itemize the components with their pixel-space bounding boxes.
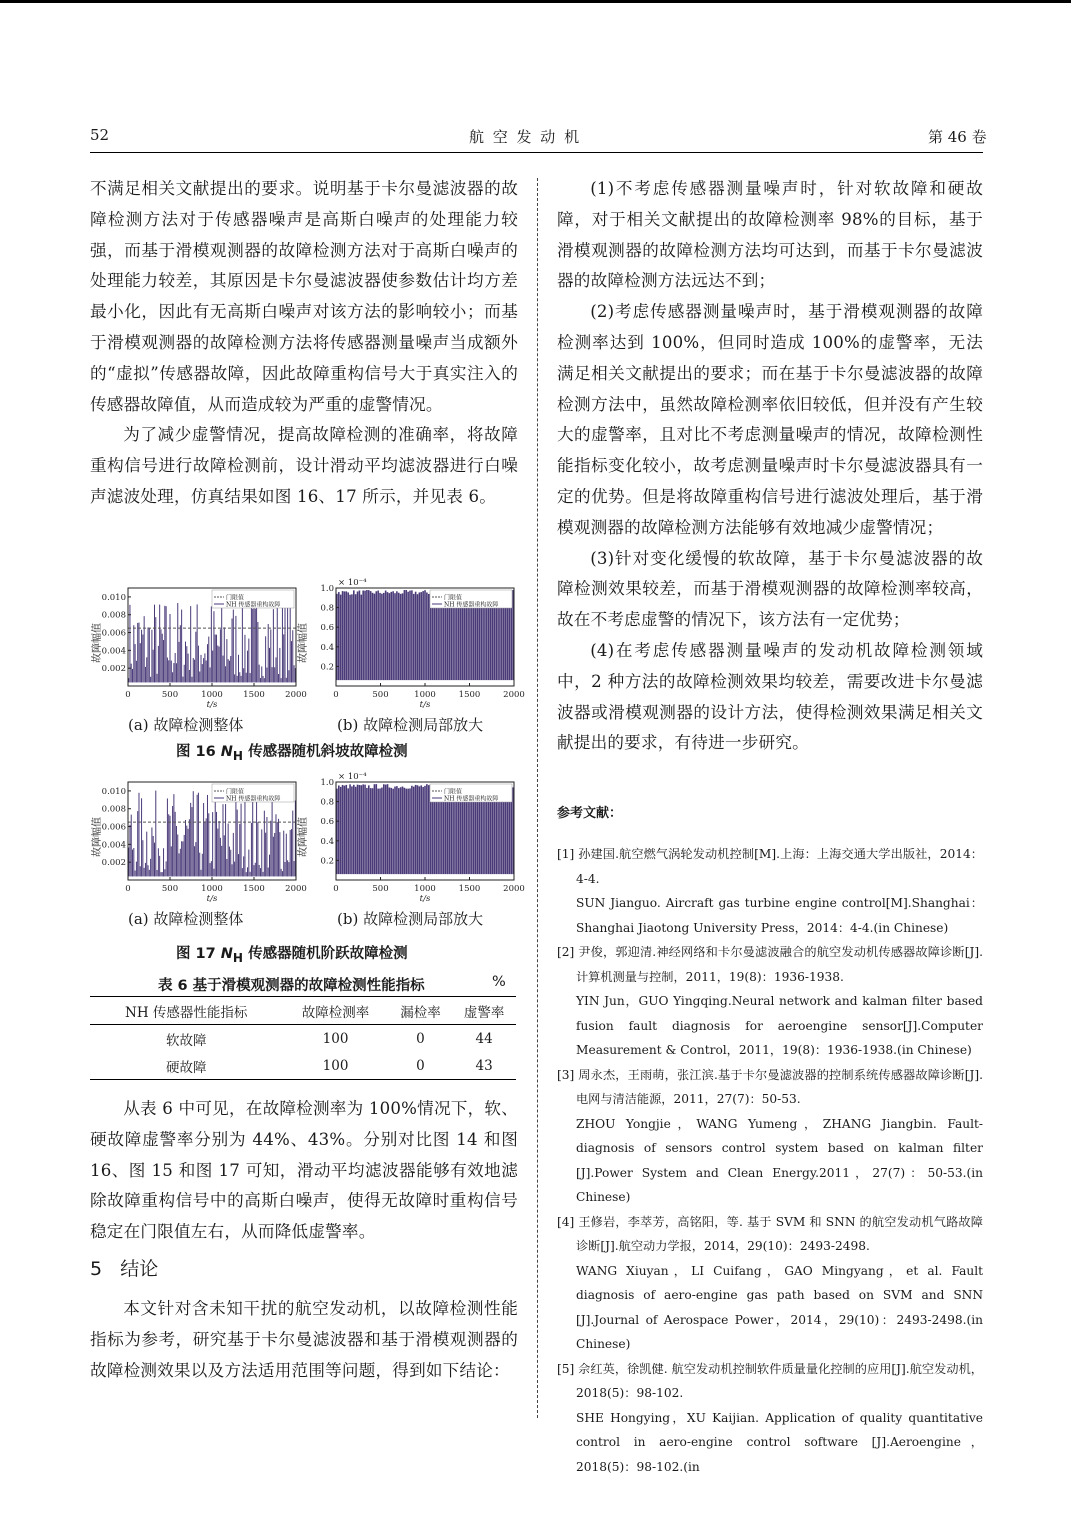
paragraph: 本文针对含未知干扰的航空发动机，以故障检测性能指标为参考，研究基于卡尔曼滤波器和基于滑模观测器的故障检测效果以及方法适用范围等问题，得到如下结论： bbox=[90, 1299, 518, 1380]
fig16b-subcaption: (b) 故障检测局部放大 bbox=[337, 716, 484, 734]
y-tick-label: 0.010 bbox=[101, 786, 126, 797]
fig16a-subcaption: (a) 故障检测整体 bbox=[128, 716, 244, 734]
y-tick-label: 0.004 bbox=[101, 646, 126, 657]
top-rule bbox=[0, 0, 1071, 3]
reference-cn: [4] 王修岩，李萃芳，高铭阳，等. 基于 SVM 和 SNN 的航空发动机气路故障诊断[J].航空动力学报，2014，29(10)：2493-2498. bbox=[557, 1214, 983, 1253]
x-tick-label: 1000 bbox=[201, 690, 223, 700]
reference-cn: [2] 尹俊，郭迎清.神经网络和卡尔曼滤波融合的航空发动机传感器故障诊断[J].计算机测量与控制，2011，19(8)：1936-1938. bbox=[557, 945, 983, 984]
x-tick-label: 2000 bbox=[503, 690, 525, 700]
table-cell: 0 bbox=[416, 1030, 425, 1047]
journal-title: 航 空 发 动 机 bbox=[469, 128, 582, 146]
paragraph: (3)针对变化缓慢的软故障，基于卡尔曼滤波器的故障检测效果较差，而基于滑模观测器的故障检测率较高，故在不考虑虚警的情况下，该方法有一定优势； bbox=[557, 548, 983, 630]
table-cell: 硬故障 bbox=[165, 1059, 207, 1076]
paragraph: (2)考虑传感器测量噪声时，基于滑模观测器的故障检测率达到 100%，但同时造成 100%的虚警率，无法满足相关文献提出的要求；而在基于卡尔曼滤波器的故障检测方法中，虽然故障检测率依旧较低，但并没有产生较大的虚警率，且对比不考虑测量噪声的情况，故障检测性能指标变化较小，故考虑测量噪声时卡尔曼滤波器具有一定的优势。但是将故障重构信号进行滤波处理后，基于滑模观测器的故障检测方法能够有效地减少虚警情况； bbox=[557, 302, 983, 537]
fig17b-subcaption: (b) 故障检测局部放大 bbox=[337, 910, 484, 928]
fig16b-chart bbox=[298, 572, 525, 712]
reference-en: WANG Xiuyan，LI Cuifang，GAO Mingyang，et al. Fault diagnosis of aero-engine gas path based on SVM and SNN [J].Journal of Aerospace Power，2014，29(10)：2493-2498.(in Chinese) bbox=[576, 1263, 983, 1351]
table-row bbox=[90, 1052, 516, 1080]
table-cell: 100 bbox=[322, 1030, 349, 1047]
paragraph: 从表 6 中可见，在故障检测率为 100%情况下，软、硬故障虚警率分别为 44%、43%。分别对比图 14 和图 16、图 15 和图 17 可知，滑动平均滤波器能够有效地滤除故障重构信号中的高斯白噪声，使得无故障时重构信号稳定在门限值左右，从而降低虚警率。 bbox=[90, 1099, 518, 1242]
y-tick-label: 0.008 bbox=[101, 804, 126, 815]
y-tick-label: 0.008 bbox=[101, 610, 126, 621]
references-heading: 参考文献： bbox=[557, 806, 623, 821]
series-reconstructed-fault bbox=[129, 791, 296, 877]
y-tick-label: 0.002 bbox=[101, 664, 126, 675]
reference-cn: [3] 周永杰，王雨萌，张江滨.基于卡尔曼滤波器的控制系统传感器故障诊断[J].电网与清洁能源，2011，27(7)：50-53. bbox=[557, 1067, 983, 1106]
x-tick-label: 1000 bbox=[414, 884, 436, 894]
page-number: 52 bbox=[90, 126, 110, 144]
scale-note: × 10⁻⁴ bbox=[338, 578, 367, 588]
y-tick-label: 1.0 bbox=[320, 584, 334, 594]
x-tick-label: 2000 bbox=[285, 690, 307, 700]
reference-en: SUN Jianguo. Aircraft gas turbine engine control[M].Shanghai：Shanghai Jiaotong University Press，2014：4-4.(in Chinese) bbox=[576, 896, 983, 935]
y-tick-label: 0.2 bbox=[320, 856, 334, 867]
x-tick-label: 0 bbox=[333, 690, 339, 700]
paragraph: 为了减少虚警情况，提高故障检测的准确率，将故障重构信号进行故障检测前，设计滑动平均滤波器进行白噪声滤波处理，仿真结果如图 16、17 所示，并见表 6。 bbox=[90, 425, 518, 506]
reference-en: SHE Hongying，XU Kaijian. Application of quality quantitative control in aero-engine control software [J].Aeroengine，2018(5)：98-102.(in bbox=[576, 1410, 983, 1474]
table-cell: 43 bbox=[475, 1057, 493, 1074]
fig17-caption: 图 17 $N_H$ 传感器随机阶跃故障检测 bbox=[176, 946, 408, 965]
y-tick-label: 0.010 bbox=[101, 592, 126, 603]
reference-en: YIN Jun，GUO Yingqing.Neural network and kalman filter based fusion fault diagnosis for aeroengine sensor[J].Computer Measurement & Control，2011，19(8)：1936-1938.(in Chinese) bbox=[576, 994, 983, 1057]
y-tick-label: 0.006 bbox=[101, 822, 126, 833]
legend-label: 门限值 bbox=[226, 788, 245, 796]
legend-label: NH 传感器重构故障 bbox=[444, 795, 499, 803]
fig16-caption: 图 16 $N_H$ 传感器随机斜坡故障检测 bbox=[176, 744, 408, 763]
y-tick-label: 0.002 bbox=[101, 858, 126, 869]
x-tick-label: 0 bbox=[125, 884, 131, 894]
x-tick-label: 500 bbox=[161, 690, 179, 700]
x-tick-label: 1500 bbox=[243, 884, 265, 894]
y-axis-label: 故障幅值 bbox=[92, 623, 103, 663]
x-axis-label: t/s bbox=[419, 700, 431, 710]
x-tick-label: 1500 bbox=[243, 690, 265, 700]
paragraph: 不满足相关文献提出的要求。说明基于卡尔曼滤波器的故障检测方法对于传感器噪声是高斯白噪声的处理能力较强，而基于滑模观测器的故障检测方法对于高斯白噪声的处理能力较差，其原因是卡尔曼滤波器使参数估计均方差最小化，因此有无高斯白噪声对该方法的影响较小；而基于滑模观测器的故障检测方法将传感器测量噪声当成额外的“虚拟”传感器故障，因此故障重构信号大于真实注入的传感器故障值，从而造成较为严重的虚警情况。 bbox=[90, 179, 518, 414]
table-header-cell: 虚警率 bbox=[463, 1004, 505, 1021]
conclusion-intro bbox=[90, 1294, 518, 1386]
reference-list bbox=[557, 842, 983, 1479]
y-tick-label: 0.6 bbox=[320, 623, 334, 634]
y-tick-label: 0.4 bbox=[320, 836, 334, 847]
x-axis-label: t/s bbox=[206, 700, 218, 710]
legend-label: NH 传感器重构故障 bbox=[226, 601, 281, 609]
fig17b-chart bbox=[298, 766, 525, 906]
x-tick-label: 1000 bbox=[201, 884, 223, 894]
table-header-cell: NH 传感器性能指标 bbox=[125, 1004, 248, 1021]
paragraph: (1)不考虑传感器测量噪声时，针对软故障和硬故障，对于相关文献提出的故障检测率 98%的目标，基于滑模观测器的故障检测方法均可达到，而基于卡尔曼滤波器的故障检测方法远达不到； bbox=[557, 179, 983, 291]
table6-unit: % bbox=[492, 974, 506, 990]
legend-label: 门限值 bbox=[444, 594, 463, 602]
x-tick-label: 500 bbox=[372, 884, 389, 894]
x-axis-label: t/s bbox=[419, 894, 431, 904]
table-header-cell: 故障检测率 bbox=[301, 1004, 370, 1021]
y-tick-label: 0.2 bbox=[320, 662, 334, 673]
y-tick-label: 0.006 bbox=[101, 628, 126, 639]
y-tick-label: 0.6 bbox=[320, 817, 334, 828]
reference-en: ZHOU Yongjie，WANG Yumeng，ZHANG Jiangbin. Fault-diagnosis of sensors control system based on kalman filter [J].Power System and Clean Energy.2011，27(7)：50-53.(in Chinese) bbox=[576, 1116, 983, 1204]
table-cell: 44 bbox=[475, 1030, 493, 1047]
right-column bbox=[557, 174, 983, 759]
y-axis-label: 故障幅值 bbox=[298, 817, 309, 857]
y-tick-label: 0.4 bbox=[320, 642, 334, 653]
table-cell: 0 bbox=[416, 1057, 425, 1074]
series-reconstructed-fault bbox=[129, 596, 296, 682]
fig17a-chart bbox=[90, 766, 307, 906]
x-tick-label: 1000 bbox=[414, 690, 436, 700]
reference-cn: [5] 佘红英，徐凯健. 航空发动机控制软件质量量化控制的应用[J].航空发动机，2018(5)：98-102. bbox=[557, 1361, 983, 1400]
x-tick-label: 1500 bbox=[458, 690, 481, 700]
table-header-row bbox=[90, 997, 516, 1025]
x-tick-label: 0 bbox=[125, 690, 131, 700]
x-tick-label: 500 bbox=[161, 884, 179, 894]
column-divider bbox=[537, 178, 538, 1418]
legend-label: NH 传感器重构故障 bbox=[444, 601, 499, 609]
table6 bbox=[90, 996, 516, 1080]
table-cell: 软故障 bbox=[165, 1032, 207, 1049]
y-tick-label: 0.8 bbox=[320, 797, 334, 808]
legend-label: 门限值 bbox=[444, 788, 463, 796]
scale-note: × 10⁻⁴ bbox=[338, 772, 367, 782]
table-cell: 100 bbox=[322, 1057, 349, 1074]
x-tick-label: 500 bbox=[372, 690, 389, 700]
header-rule bbox=[90, 152, 983, 153]
y-axis-label: 故障幅值 bbox=[298, 623, 309, 663]
volume-label: 第 46 卷 bbox=[928, 128, 987, 146]
x-axis-label: t/s bbox=[206, 894, 218, 904]
table-row bbox=[90, 1025, 516, 1053]
table6-caption: 表 6 基于滑模观测器的故障检测性能指标 bbox=[158, 978, 425, 994]
x-tick-label: 2000 bbox=[285, 884, 307, 894]
y-axis-label: 故障幅值 bbox=[92, 817, 103, 857]
x-tick-label: 1500 bbox=[458, 884, 481, 894]
x-tick-label: 2000 bbox=[503, 884, 525, 894]
left-column-top bbox=[90, 174, 518, 513]
x-tick-label: 0 bbox=[333, 884, 339, 894]
legend-label: 门限值 bbox=[226, 594, 245, 602]
fig17a-subcaption: (a) 故障检测整体 bbox=[128, 910, 244, 928]
left-column-bottom bbox=[90, 1094, 518, 1248]
table-header-cell: 漏检率 bbox=[400, 1004, 441, 1021]
reference-cn: [1] 孙建国.航空燃气涡轮发动机控制[M].上海：上海交通大学出版社，2014：4-4. bbox=[557, 847, 983, 886]
paragraph: (4)在考虑传感器测量噪声的发动机故障检测领域中，2 种方法的故障检测效果均较差，需要改进卡尔曼滤波器或滑模观测器的设计方法，使得检测效果满足相关文献提出的要求，有待进一步研究。 bbox=[557, 640, 983, 753]
section-heading: 5 结论 bbox=[90, 1258, 159, 1280]
legend-label: NH 传感器重构故障 bbox=[226, 795, 281, 803]
y-tick-label: 0.8 bbox=[320, 603, 334, 614]
fig16a-chart bbox=[90, 572, 307, 712]
y-tick-label: 0.004 bbox=[101, 840, 126, 851]
y-tick-label: 1.0 bbox=[320, 778, 334, 788]
